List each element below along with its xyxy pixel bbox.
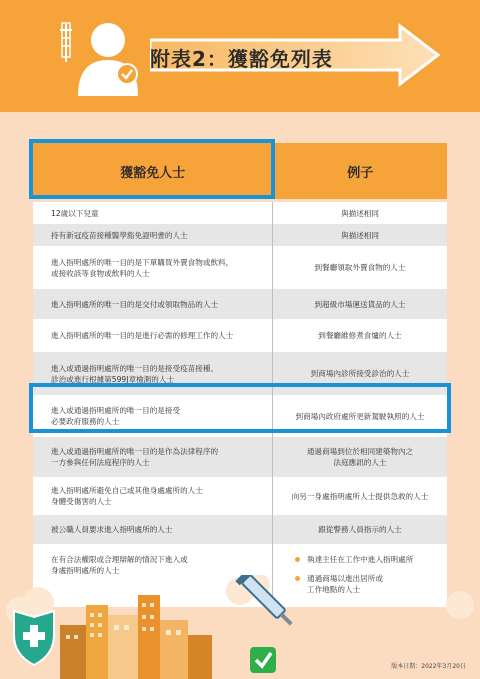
cell-example: 向另一身處指明處所人士提供急救的人士 xyxy=(291,491,429,501)
cell-example: 跟從警務人員指示的人士 xyxy=(318,525,402,534)
exemption-table xyxy=(33,143,447,607)
cell-exempt-person: 進入指明處所的唯一目的是下單購買外賣食物或飲料， 或接收該等食物或飲料的人士 xyxy=(33,246,273,289)
version-date: 版本日期：2022年3月20日 xyxy=(391,663,466,670)
cell-exempt-person: 進入指明處所的唯一目的是進行必需的修理工作的人士 xyxy=(33,319,273,352)
table-row xyxy=(33,515,447,544)
cell-exempt-person: 進入指明處所避免自己或其他身處處所的人士 身體受傷害的人士 xyxy=(33,477,273,515)
col-header-exempt-persons: 獲豁免人士 xyxy=(33,143,273,199)
cell-exempt-person: 在有合法權限或合理辯解的情況下進入或 身處指明處所的人士 xyxy=(33,544,273,607)
bullet-item: 執達主任在工作中進入指明處所 xyxy=(295,554,413,565)
header-highlight-box xyxy=(29,139,275,199)
bullet-item: 通過商場以進出居所或 工作地點的人士 xyxy=(295,573,413,595)
cell-example: 與描述相同 xyxy=(341,208,379,218)
page-title: 附表2：獲豁免列表 xyxy=(150,47,333,71)
cell-example: 通過商場到位於相同建築物內之 法庭應訊的人士 xyxy=(306,447,414,467)
cell-example: 到商場內政府處所更新駕駛執照的人士 xyxy=(295,411,425,421)
table-header xyxy=(33,143,447,199)
table-row xyxy=(33,246,447,289)
cell-exempt-person: 持有新冠疫苗接種醫學豁免證明書的人士 xyxy=(33,224,273,246)
cell-exempt-person: 進入或通過指明處所的唯一目的是作為法律程序的 一方參與任何法庭程序的人士 xyxy=(33,437,273,477)
header-banner xyxy=(0,0,480,112)
cell-exempt-person: 被公職人員要求進入指明處所的人士 xyxy=(33,515,273,544)
cell-example: 到餐廳維修煮食爐的人士 xyxy=(318,331,402,340)
cell-example: 到超級市場運送貨品的人士 xyxy=(314,299,406,309)
row-highlight-box xyxy=(29,383,451,433)
col-header-examples: 例子 xyxy=(347,165,374,181)
cell-example: 與描述相同 xyxy=(341,230,379,240)
bullet-dot xyxy=(295,557,300,562)
table-row xyxy=(33,289,447,319)
cell-exempt-person: 12歲以下兒童 xyxy=(33,202,273,224)
cell-example: 到商場內診所接受診治的人士 xyxy=(310,369,410,378)
cell-exempt-person: 進入或通過指明處所的唯一目的是接受 必要政府服務的人士 xyxy=(33,395,273,437)
person-check-icon xyxy=(58,18,148,96)
cell-exempt-person: 進入指明處所的唯一目的是交付或領取物品的人士 xyxy=(33,289,273,319)
cell-example: 到餐廳領取外賣食物的人士 xyxy=(314,263,406,272)
table-row xyxy=(33,437,447,477)
table-row xyxy=(33,477,447,515)
table-row xyxy=(33,224,447,246)
table-row xyxy=(33,202,447,224)
cell-exempt-person: 進入或通過指明處所的唯一目的是接受疫苗接種、 診治或進行根據第599J章檢測的人士 xyxy=(33,352,273,395)
table-row xyxy=(33,319,447,352)
